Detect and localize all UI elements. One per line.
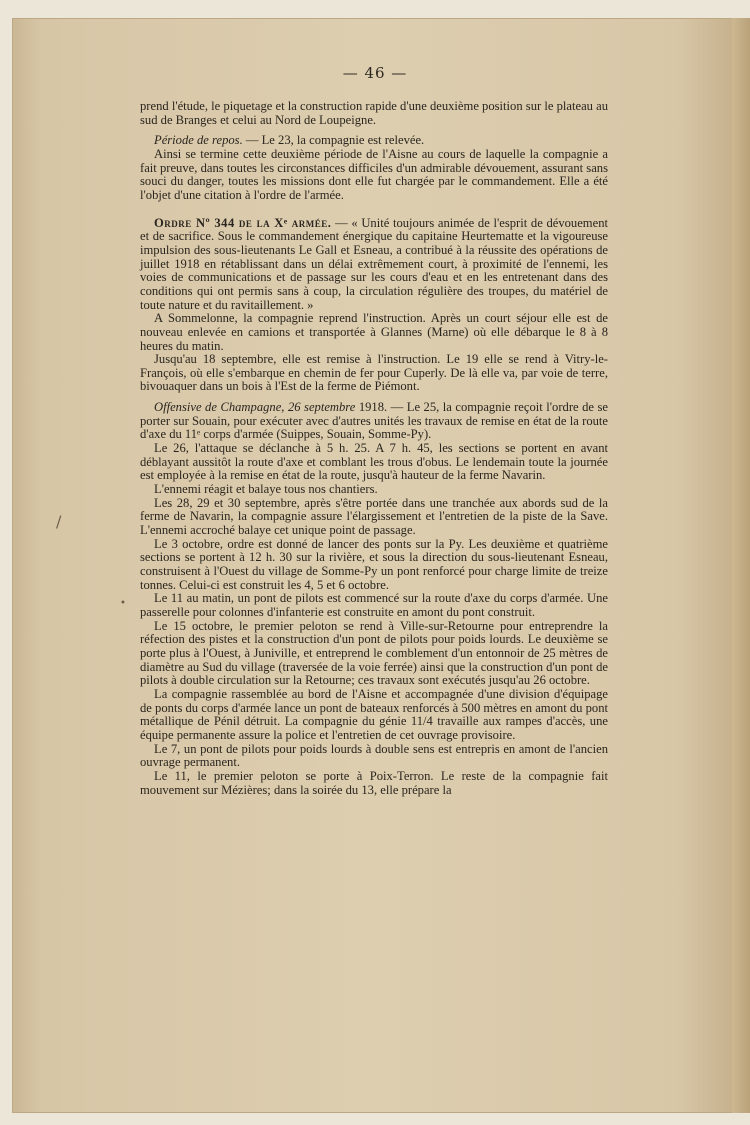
margin-mark: /	[56, 512, 62, 531]
paragraph-16	[140, 770, 608, 797]
paragraph-1	[140, 100, 608, 127]
paragraph-offensive	[140, 401, 608, 442]
paragraph-text: Le 11 au matin, un pont de pilots est commencé sur la route d'axe du corps d'armée. Une passerelle pour colonnes d'infanterie est construite en amont du pont construit.	[140, 591, 608, 619]
paragraph-text: 1918. — Le 25, la compagnie reçoit l'ordre de se porter sur Souain, pour exécuter avec d'autres unités les travaux de remise en état de la route d'axe du 11ᵉ corps d'armée (Suippes, Souain, Somme-Py).	[140, 400, 608, 442]
paragraph-11	[140, 538, 608, 593]
paragraph-text: Jusqu'au 18 septembre, elle est remise à l'instruction. Le 19 elle se rend à Vitry-le-François, où elle s'embarque en chemin de fer pour Cuperly. De là elle va, par voie de terre, bivouaquer dans un bois à l'Est de la ferme de Piémont.	[140, 352, 608, 394]
paragraph-12	[140, 592, 608, 619]
paragraph-text: prend l'étude, le piquetage et la construction rapide d'une deuxième position sur le plateau au sud de Branges et celui au Nord de Loupeigne.	[140, 99, 608, 127]
paragraph-13	[140, 620, 608, 688]
paragraph-9	[140, 483, 608, 497]
paragraph-text: A Sommelonne, la compagnie reprend l'instruction. Après un court séjour elle est de nouveau enlevée en camions et transportée à Glannes (Marne) où elle débarque le 8 à 8 heures du matin.	[140, 311, 608, 353]
section-heading-repos: Période de repos.	[154, 133, 243, 148]
paragraph-text: Le 26, l'attaque se déclanche à 5 h. 25. A 7 h. 45, les sections se portent en avant déblayant aussitôt la route d'axe et comblant les trous d'obus. Le lendemain toute la journée est employée à la remise en état de la route, jusqu'à hauteur de la ferme Navarin.	[140, 441, 608, 483]
paragraph-text: Le 15 octobre, le premier peloton se rend à Ville-sur-Retourne pour entreprendre la réfection des pistes et la construction d'un pont de pilots pour poids lourds. Le deuxième se porte plus à l'Ouest, à Juniville, et entreprend le comblement d'un entonnoir de 25 mètres de diamètre au Sud du village (traversée de la voie ferrée) ainsi que la construction d'un pont de pilots à double circulation sur la Retourne; ces travaux sont exécutés jusqu'au 26 octobre.	[140, 618, 608, 688]
paragraph-15	[140, 743, 608, 770]
ordre-heading: Ordre Nº 344 de la Xᵉ armée.	[154, 215, 332, 230]
paragraph-text: La compagnie rassemblée au bord de l'Aisne et accompagnée d'une division d'équipage de ponts du corps d'armée lance un pont de bateaux renforcés à 500 mètres en amont du pont métallique de Pénil détruit. La compagnie du génie 11/4 travaille aux rampes d'accès, une équipe permanente assure la police et l'entretien de cet ouvrage provisoire.	[140, 686, 608, 742]
paragraph-text: Le 7, un pont de pilots pour poids lourds à double sens est entrepris en amont de l'ancien ouvrage permanent.	[140, 741, 608, 770]
paragraph-2	[140, 134, 608, 148]
paragraph-8	[140, 442, 608, 483]
paragraph-10	[140, 497, 608, 538]
paragraph-14	[140, 688, 608, 743]
paragraph-text: Les 28, 29 et 30 septembre, après s'être portée dans une tranchée aux abords sud de la ferme de Navarin, la compagnie assure l'élargissement et l'entretien de la piste de la Save. L'ennemi accroché balaye cet unique point de passage.	[140, 495, 608, 538]
paragraph-text: — « Unité toujours animée de l'esprit de dévouement et de sacrifice. Sous le commandement énergique du capitaine Heurtematte et la vigoureuse impulsion des sous-lieutenants Le Gall et Esneau, a contribué à la réussite des opérations de juillet 1918 en rétablissant dans un délai extrêmement court, à proximité de l'ennemi, les voies de communications et de passage sur les cours d'eau et en les entretenant dans des conditions qui ont permis sans à coup, la circulation régulière des troupes, du matériel de toute nature et du ravitaillement. »	[140, 215, 608, 312]
paragraph-text: Le 3 octobre, ordre est donné de lancer des ponts sur la Py. Les deuxième et quatrième sections se portent à 12 h. 30 sur la rivière, et sous la direction du sous-lieutenant Esneau, construisent à l'Ouest du village de Somme-Py un pont renforcé pour charge limite de treize tonnes. Celui-ci est construit les 4, 5 et 6 octobre.	[140, 536, 608, 592]
paragraph-text: Le 11, le premier peloton se porte à Poix-Terron. Le reste de la compagnie fait mouvement sur Mézières; dans la soirée du 13, elle prépare la	[140, 768, 608, 797]
paragraph-6	[140, 353, 608, 394]
margin-dot: •	[120, 598, 126, 609]
page-number: — 46 —	[342, 64, 408, 82]
paragraph-text: L'ennemi réagit et balaye tous nos chantiers.	[154, 482, 378, 497]
page-edge	[732, 18, 750, 1113]
paragraph-ordre	[140, 217, 608, 313]
paragraph-text: — Le 23, la compagnie est relevée.	[242, 133, 425, 148]
paragraph-text: Ainsi se termine cette deuxième période de l'Aisne au cours de laquelle la compagnie a fait preuve, dans toutes les circonstances difficiles d'un admirable dévouement, assurant sans souci du danger, toutes les missions dont elle fut chargée par le commandement. Elle a été l'objet d'une citation à l'ordre de l'armée.	[140, 146, 608, 202]
document-body	[140, 100, 608, 797]
paragraph-3	[140, 148, 608, 203]
offensive-heading: Offensive de Champagne, 26 septembre	[154, 400, 356, 415]
paragraph-5	[140, 312, 608, 353]
